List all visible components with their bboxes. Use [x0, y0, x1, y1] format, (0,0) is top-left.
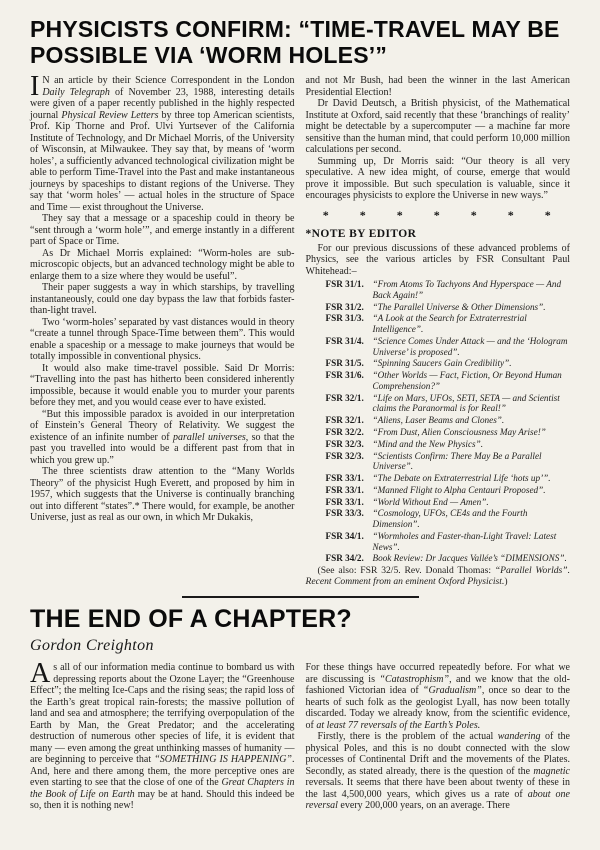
paragraph: “But this impossible paradox is avoided in our interpretation of Einstein’s General Theory of Relativity. We suggest the existence of an infinite number of parallel universes, so that the past you travelled into would be a different past from that in which you grew up.”	[30, 408, 295, 466]
reference-id: FSR 34/2.	[325, 553, 364, 564]
reference-id: FSR 32/1.	[325, 415, 364, 426]
reference-item	[306, 497, 571, 508]
reference-id: FSR 31/5.	[325, 358, 364, 369]
reference-title: “World Without End — Amen”.	[372, 496, 489, 507]
reference-title: “Aliens, Laser Beams and Clones”.	[372, 415, 505, 426]
asterisk-divider: * * * * * * *	[322, 207, 553, 222]
reference-item	[306, 358, 571, 369]
paragraph: and not Mr Bush, had been the winner in the last American Presidential Election!	[305, 75, 570, 98]
reference-id: FSR 34/1.	[325, 530, 364, 541]
dropcap-letter: A	[30, 658, 51, 690]
reference-item	[306, 427, 571, 438]
reference-title: “Other Worlds — Fact, Fiction, Or Beyond Human Comprehension?”	[372, 370, 562, 391]
reference-id: FSR 32/1.	[325, 392, 364, 403]
paragraph: As Dr Michael Morris explained: “Worm-holes are sub-microscopic objects, but an advanced technology might be able to enlarge them to a size where they would be useful”.	[30, 247, 295, 282]
reference-title: “Spinning Saucers Gain Credibility”.	[372, 358, 512, 369]
article2-right-column	[306, 662, 571, 812]
reference-id: FSR 31/1.	[325, 279, 364, 290]
reference-item	[306, 313, 571, 335]
editor-note-intro: For our previous discussions of these advanced problems of Physics, see the various articles by FSR Consultant Paul Whitehead:–	[305, 242, 570, 277]
fsr-reference-list	[306, 279, 571, 564]
reference-item	[306, 508, 571, 530]
editor-note-title: *NOTE BY EDITOR	[305, 228, 417, 241]
reference-title: “Wormholes and Faster-than-Light Travel: Latest News”.	[372, 530, 557, 552]
article1-columns	[30, 71, 570, 588]
reference-title: “Manned Flight to Alpha Centauri Proposed”.	[372, 484, 546, 495]
article-divider-rule	[182, 596, 419, 598]
reference-id: FSR 33/1.	[325, 473, 364, 484]
reference-id: FSR 31/4.	[325, 335, 364, 346]
reference-id: FSR 32/3.	[325, 438, 364, 449]
reference-title: “Mind and the New Physics”.	[372, 438, 484, 449]
paragraph: Firstly, there is the problem of the actual wandering of the physical Poles, and this is no doubt connected with the slow processes of Continental Drift and the movements of the Plates. Secondly, as stated already, there is the question of the magnetic reversals. It seems that there have been about twenty of these in the last 4,500,000 years, which gives us a rate of about one reversal every 200,000 years, on an average. There	[305, 731, 571, 812]
article2-left-column	[30, 658, 295, 812]
reference-title: “Scientists Confirm: There May Be a Parallel Universe”.	[372, 450, 542, 472]
paragraph: The three scientists draw attention to the “Many Worlds Theory” of the physicist Hugh Everett, and proposed by him in 1957, which suggests that the Universe is continually branching out into different “states”.* There would, for example, be another Universe, just as real as our own, in which Mr Dukakis,	[30, 466, 295, 523]
article1-headline: PHYSICISTS CONFIRM: “TIME-TRAVEL MAY BE POSSIBLE VIA ‘WORM HOLES’”	[30, 16, 560, 68]
paragraph: Two ‘worm-holes’ separated by vast distances would in theory “create a tunnel through Space-Time between them”. This would enable a spaceship or a message to make journeys that would be totally impossible in conventional physics.	[30, 316, 295, 362]
reference-title: “Science Comes Under Attack — and the ‘Hologram Universe’ is proposed”.	[372, 335, 568, 357]
reference-title: “From Dust, Alien Consciousness May Arise!”	[372, 426, 546, 437]
reference-title: Book Review: Dr Jacques Vallée’s “DIMENSIONS”.	[372, 553, 567, 564]
reference-item	[306, 439, 571, 450]
article2-headline: THE END OF A CHAPTER?	[30, 605, 352, 634]
reference-item	[306, 531, 571, 553]
paragraph: They say that a message or a spaceship could in theory be “sent through a ‘worm hole’”, and emerge instantly in a different part of Space or Time.	[30, 213, 295, 247]
reference-title: “The Debate on Extraterrestrial Life ‘hots up’”.	[372, 473, 551, 484]
article2-byline: Gordon Creighton	[30, 637, 154, 655]
reference-item	[306, 370, 571, 392]
reference-id: FSR 31/6.	[325, 370, 364, 381]
reference-id: FSR 33/1.	[325, 496, 364, 507]
article-end-of-chapter	[30, 607, 570, 812]
article-worm-holes	[30, 16, 570, 587]
reference-title: “A Look at the Search for Extraterrestrial Intelligence”.	[372, 313, 527, 335]
paragraph: Summing up, Dr Morris said: “Our theory is all very speculative. A new idea might, of course, emerge that would prove it impossible. But such speculation is valuable, since it encourages physicists to explore the Universe in new ways.”	[305, 155, 570, 201]
paragraph: Dr David Deutsch, a British physicist, of the Mathematical Institute at Oxford, said recently that these ‘branchings of reality’ might be detectable by a supercomputer — a machine far more sensitive than the human mind, that could perform 10,000 million calculations per second.	[305, 98, 570, 155]
reference-item	[306, 336, 571, 358]
reference-id: FSR 33/3.	[325, 508, 364, 519]
reference-title: “Cosmology, UFOs, CE4s and the Fourth Dimension”.	[372, 508, 528, 530]
reference-item	[306, 553, 571, 564]
reference-id: FSR 31/3.	[325, 313, 364, 324]
reference-item	[306, 473, 571, 484]
reference-id: FSR 31/2.	[325, 301, 364, 312]
reference-title: “Life on Mars, UFOs, SETI, SETA — and Scientist claims the Paranormal is for Real!”	[372, 392, 560, 414]
reference-item	[306, 302, 571, 313]
paragraph-text: N an article by their Science Correspondent in the London Daily Telegraph of November 23, 1988, interesting details were given of a paper recently published in the highly respected journal Physical Review Letters by three top American scientists, Prof. Kip Thorne and Prof. Ulvi Yurtsever of the California Institute of Technology, and Dr Michael Morris, of the University of Wisconsin, at Milwaukee. They say that, by means of ‘worm holes’, a sufficiently advanced technological civilization might be able to perform Time-Travel into the Past and make instantaneous journeys by spaceships to distant regions of the Universe. They say that ‘worm holes’ — actual holes in the structure of Space and Time — exist throughout the Universe.	[30, 75, 295, 213]
reference-title: “The Parallel Universe & Other Dimensions”.	[372, 301, 546, 312]
reference-title: “From Atoms To Tachyons And Hyperspace — And Back Again!”	[372, 279, 562, 300]
article1-right-column	[306, 75, 571, 587]
article2-columns	[30, 658, 571, 812]
paragraph-lead	[30, 658, 295, 812]
reference-id: FSR 32/2.	[325, 426, 364, 437]
reference-id: FSR 32/3.	[325, 450, 364, 461]
see-also-note: (See also: FSR 32/5. Rev. Donald Thomas: “Parallel Worlds”. Recent Comment from an eminent Oxford Physicist.)	[305, 565, 570, 588]
reference-item	[306, 279, 571, 301]
reference-item	[306, 393, 571, 415]
article1-left-column	[30, 71, 295, 587]
reference-item	[306, 485, 571, 496]
paragraph-lead	[30, 71, 295, 213]
paragraph-text: s all of our information media continue to bombard us with depressing reports about the Ozone Layer; the “Greenhouse Effect”; the melting Ice-Caps and the rising seas; the rapid loss of the Earth’s great tropical rain-forests; the massive pollution of land and sea and atmosphere; the terrifying overpopulation of the Earth by Man, the Great Predator; and the accelerating destruction of numerous other species of life, it is evident that many — even among the great unthinking masses of humanity — are beginning to perceive that “SOMETHING IS HAPPENING”. And, here and there among them, the more perceptive ones are even starting to see that the close of one of the Great Chapters in the Book of Life on Earth may be at hand. Should this indeed be so, then it is nothing new!	[30, 662, 295, 812]
paragraph: For these things have occurred repeatedly before. For what we are discussing is “Catastrophism”, and we know that the old-fashioned Victorian idea of “Gradualism”, once so dear to the hearts of such folk as the geologist Lyall, has now been totally discarded. Today we already know, from the scientific evidence, of at least 77 reversals of the Earth’s Poles.	[305, 662, 571, 731]
paragraph: It would also make time-travel possible. Said Dr Morris: “Travelling into the past has hitherto been considered inherently impossible, because it would enable you to murder your parents before they met, and you would cease ever to have existed.	[30, 362, 295, 408]
reference-item	[306, 415, 571, 426]
reference-id: FSR 33/1.	[325, 484, 364, 495]
dropcap-letter: I	[30, 71, 40, 102]
reference-item	[306, 451, 571, 473]
paragraph: Their paper suggests a way in which starships, by travelling instantaneously, could one day bypass the law that forbids faster-than-light travel.	[30, 282, 295, 316]
